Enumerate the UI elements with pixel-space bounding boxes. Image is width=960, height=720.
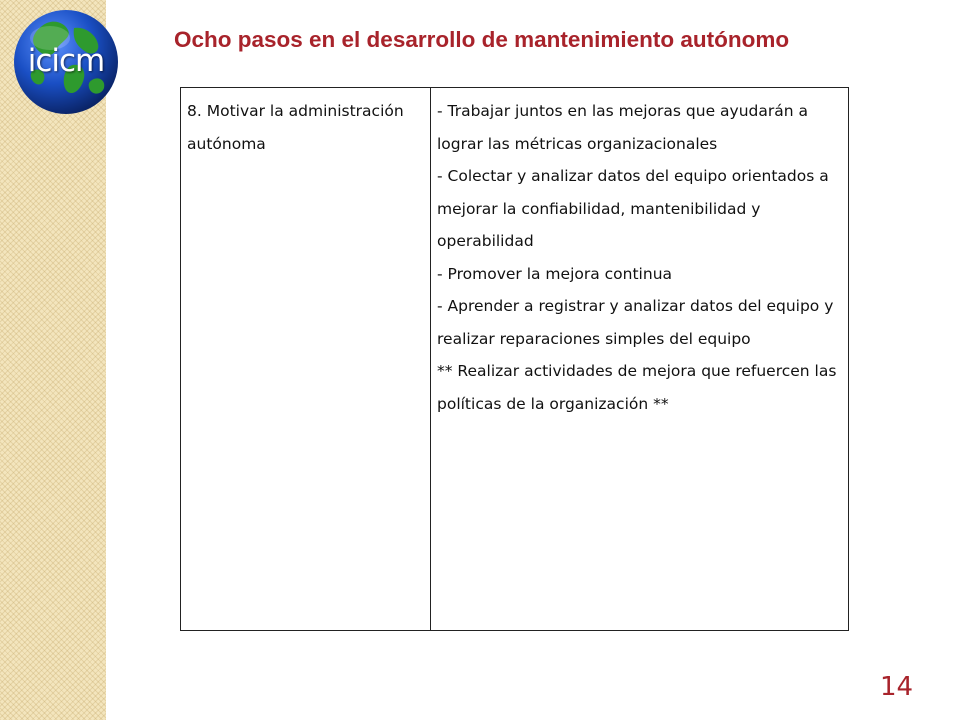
steps-table	[180, 87, 849, 631]
logo-text: icicm	[27, 43, 105, 79]
description-line: - Promover la mejora continua	[437, 264, 673, 283]
table-row	[181, 88, 849, 631]
page-number: 14	[880, 672, 914, 702]
description-cell	[431, 88, 849, 631]
description-line: ** Realizar actividades de mejora que refuercen las políticas de la organización **	[437, 362, 837, 413]
description-line: - Aprender a registrar y analizar datos del equipo y realizar reparaciones simples del equipo	[437, 297, 834, 348]
description-line: - Trabajar juntos en las mejoras que ayudarán a lograr las métricas organizacionales	[437, 102, 809, 153]
slide-title: Ocho pasos en el desarrollo de mantenimiento autónomo	[174, 27, 790, 52]
logo	[12, 8, 120, 116]
description-line: - Colectar y analizar datos del equipo orientados a mejorar la confiabilidad, mantenibilidad y operabilidad	[437, 167, 829, 250]
step-cell: 8. Motivar la administración autónoma	[181, 88, 431, 631]
